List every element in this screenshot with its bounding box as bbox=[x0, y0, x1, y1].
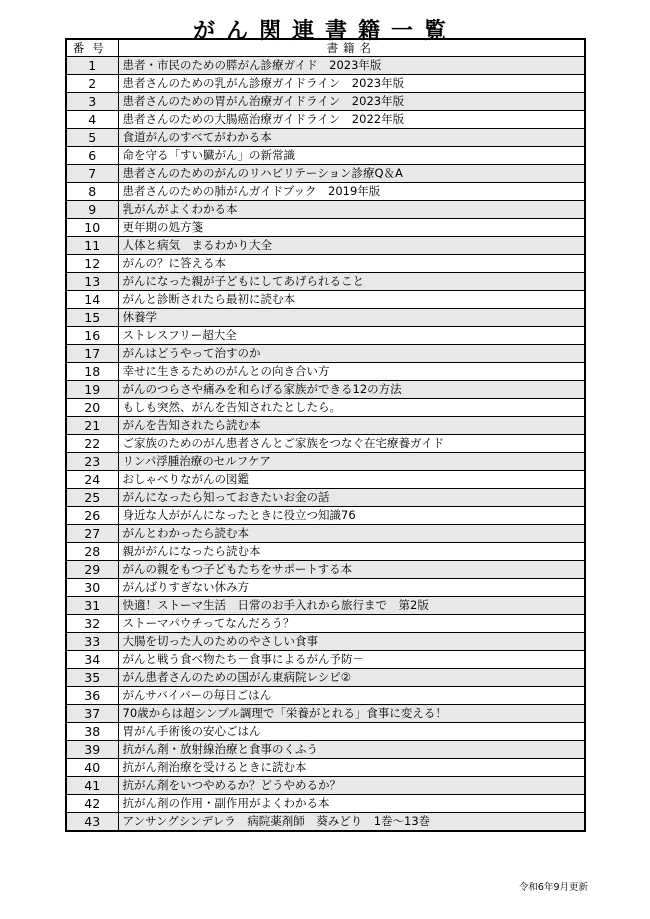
table-row bbox=[66, 471, 585, 489]
book-number: 35 bbox=[66, 669, 118, 687]
book-number: 30 bbox=[66, 579, 118, 597]
book-number: 5 bbox=[66, 129, 118, 147]
book-title: 患者さんのための大腸癌治療ガイドライン 2022年版 bbox=[118, 111, 585, 129]
book-number: 32 bbox=[66, 615, 118, 633]
book-title: 抗がん剤をいつやめるか？どうやめるか？ bbox=[118, 777, 585, 795]
book-number: 38 bbox=[66, 723, 118, 741]
table-row bbox=[66, 723, 585, 741]
header-number: 番号 bbox=[66, 39, 118, 57]
book-number: 25 bbox=[66, 489, 118, 507]
book-number: 13 bbox=[66, 273, 118, 291]
book-number: 24 bbox=[66, 471, 118, 489]
book-title: がん患者さんのための国がん東病院レシピ② bbox=[118, 669, 585, 687]
page-title: がん関連書籍一覧 bbox=[192, 19, 457, 44]
book-title: 抗がん剤の作用・副作用がよくわかる本 bbox=[118, 795, 585, 813]
table-row bbox=[66, 651, 585, 669]
book-number: 19 bbox=[66, 381, 118, 399]
book-number: 17 bbox=[66, 345, 118, 363]
table-row bbox=[66, 57, 585, 75]
table-row bbox=[66, 669, 585, 687]
book-title: がんになったら知っておきたいお金の話 bbox=[118, 489, 585, 507]
table-row bbox=[66, 75, 585, 93]
table-row bbox=[66, 777, 585, 795]
book-title: 命を守る「すい臓がん」の新常識 bbox=[118, 147, 585, 165]
book-title: がんになった親が子どもにしてあげられること bbox=[118, 273, 585, 291]
book-number: 27 bbox=[66, 525, 118, 543]
table-row bbox=[66, 705, 585, 723]
book-number: 2 bbox=[66, 75, 118, 93]
book-title: ご家族のためのがん患者さんとご家族をつなぐ在宅療養ガイド bbox=[118, 435, 585, 453]
book-number: 9 bbox=[66, 201, 118, 219]
table-row bbox=[66, 615, 585, 633]
header-book-title: 書籍名 bbox=[118, 39, 585, 57]
book-title: がんの親をもつ子どもたちをサポートする本 bbox=[118, 561, 585, 579]
book-number: 18 bbox=[66, 363, 118, 381]
book-title: がんの？に答える本 bbox=[118, 255, 585, 273]
table-row bbox=[66, 165, 585, 183]
book-number: 31 bbox=[66, 597, 118, 615]
table-row bbox=[66, 129, 585, 147]
book-number: 11 bbox=[66, 237, 118, 255]
book-number: 14 bbox=[66, 291, 118, 309]
book-number: 28 bbox=[66, 543, 118, 561]
table-row bbox=[66, 399, 585, 417]
book-title: 抗がん剤治療を受けるときに読む本 bbox=[118, 759, 585, 777]
book-title: 乳がんがよくわかる本 bbox=[118, 201, 585, 219]
book-number: 12 bbox=[66, 255, 118, 273]
book-title: がんを告知されたら読む本 bbox=[118, 417, 585, 435]
book-number: 10 bbox=[66, 219, 118, 237]
book-title: がんばりすぎない休み方 bbox=[118, 579, 585, 597]
table-row bbox=[66, 183, 585, 201]
table-row bbox=[66, 507, 585, 525]
table-row bbox=[66, 525, 585, 543]
book-number: 37 bbox=[66, 705, 118, 723]
book-title: がんと戦う食べ物たち－食事によるがん予防－ bbox=[118, 651, 585, 669]
book-number: 4 bbox=[66, 111, 118, 129]
book-title: ストレスフリー超大全 bbox=[118, 327, 585, 345]
table-row bbox=[66, 741, 585, 759]
book-title: 食道がんのすべてがわかる本 bbox=[118, 129, 585, 147]
book-title: がんと診断されたら最初に読む本 bbox=[118, 291, 585, 309]
table-row bbox=[66, 291, 585, 309]
book-title: 患者さんのための胃がん治療ガイドライン 2023年版 bbox=[118, 93, 585, 111]
book-number: 40 bbox=[66, 759, 118, 777]
book-number: 8 bbox=[66, 183, 118, 201]
book-title: 快適！ストーマ生活 日常のお手入れから旅行まで 第2版 bbox=[118, 597, 585, 615]
book-number: 21 bbox=[66, 417, 118, 435]
book-title: もしも突然、がんを告知されたとしたら。 bbox=[118, 399, 585, 417]
book-title: がんはどうやって治すのか bbox=[118, 345, 585, 363]
table-row bbox=[66, 489, 585, 507]
book-number: 22 bbox=[66, 435, 118, 453]
book-table bbox=[65, 38, 586, 832]
book-number: 43 bbox=[66, 813, 118, 832]
book-number: 16 bbox=[66, 327, 118, 345]
table-row bbox=[66, 759, 585, 777]
table-row bbox=[66, 147, 585, 165]
book-title: 抗がん剤・放射線治療と食事のくふう bbox=[118, 741, 585, 759]
book-number: 33 bbox=[66, 633, 118, 651]
book-number: 20 bbox=[66, 399, 118, 417]
book-title: 身近な人ががんになったときに役立つ知識76 bbox=[118, 507, 585, 525]
book-title: 更年期の処方箋 bbox=[118, 219, 585, 237]
table-row bbox=[66, 381, 585, 399]
table-row bbox=[66, 363, 585, 381]
table-row bbox=[66, 579, 585, 597]
book-title: 患者さんのための肺がんガイドブック 2019年版 bbox=[118, 183, 585, 201]
table-row bbox=[66, 453, 585, 471]
book-title: おしゃべりながんの図鑑 bbox=[118, 471, 585, 489]
book-number: 15 bbox=[66, 309, 118, 327]
book-title: 幸せに生きるためのがんとの向き合い方 bbox=[118, 363, 585, 381]
book-title: 患者・市民のための膵がん診療ガイド 2023年版 bbox=[118, 57, 585, 75]
table-row bbox=[66, 255, 585, 273]
table-row bbox=[66, 543, 585, 561]
book-title: 親ががんになったら読む本 bbox=[118, 543, 585, 561]
book-title: 大腸を切った人のためのやさしい食事 bbox=[118, 633, 585, 651]
book-number: 7 bbox=[66, 165, 118, 183]
book-number: 1 bbox=[66, 57, 118, 75]
table-row bbox=[66, 561, 585, 579]
table-row bbox=[66, 435, 585, 453]
book-number: 39 bbox=[66, 741, 118, 759]
book-title: がんのつらさや痛みを和らげる家族ができる12の方法 bbox=[118, 381, 585, 399]
table-row bbox=[66, 417, 585, 435]
table-row bbox=[66, 111, 585, 129]
book-number: 23 bbox=[66, 453, 118, 471]
table-row bbox=[66, 795, 585, 813]
book-number: 42 bbox=[66, 795, 118, 813]
book-number: 36 bbox=[66, 687, 118, 705]
book-title: リンパ浮腫治療のセルフケア bbox=[118, 453, 585, 471]
book-title: ストーマパウチってなんだろう？ bbox=[118, 615, 585, 633]
table-row bbox=[66, 327, 585, 345]
book-number: 3 bbox=[66, 93, 118, 111]
book-title: 患者さんのためのがんのリハビリテーション診療Q＆A bbox=[118, 165, 585, 183]
table-row bbox=[66, 633, 585, 651]
book-number: 34 bbox=[66, 651, 118, 669]
book-title: 胃がん手術後の安心ごはん bbox=[118, 723, 585, 741]
book-title: 人体と病気 まるわかり大全 bbox=[118, 237, 585, 255]
book-number: 6 bbox=[66, 147, 118, 165]
book-title: アンサングシンデレラ 病院薬剤師 葵みどり 1巻～13巻 bbox=[118, 813, 585, 832]
book-title: 患者さんのための乳がん診療ガイドライン 2023年版 bbox=[118, 75, 585, 93]
table-row bbox=[66, 687, 585, 705]
book-title: がんとわかったら読む本 bbox=[118, 525, 585, 543]
table-row bbox=[66, 219, 585, 237]
table-row bbox=[66, 93, 585, 111]
book-number: 41 bbox=[66, 777, 118, 795]
book-title: がんサバイバーの毎日ごはん bbox=[118, 687, 585, 705]
table-row bbox=[66, 237, 585, 255]
table-row bbox=[66, 273, 585, 291]
table-row bbox=[66, 345, 585, 363]
table-header-row bbox=[66, 39, 585, 57]
table-row bbox=[66, 597, 585, 615]
book-title: 休養学 bbox=[118, 309, 585, 327]
table-row bbox=[66, 813, 585, 832]
book-title: 70歳からは超シンプル調理で「栄養がとれる」食事に変える！ bbox=[118, 705, 585, 723]
table-row bbox=[66, 309, 585, 327]
table-row bbox=[66, 201, 585, 219]
updated-date: 令和6年9月更新 bbox=[518, 882, 588, 893]
book-number: 29 bbox=[66, 561, 118, 579]
book-number: 26 bbox=[66, 507, 118, 525]
book-list bbox=[66, 57, 585, 832]
